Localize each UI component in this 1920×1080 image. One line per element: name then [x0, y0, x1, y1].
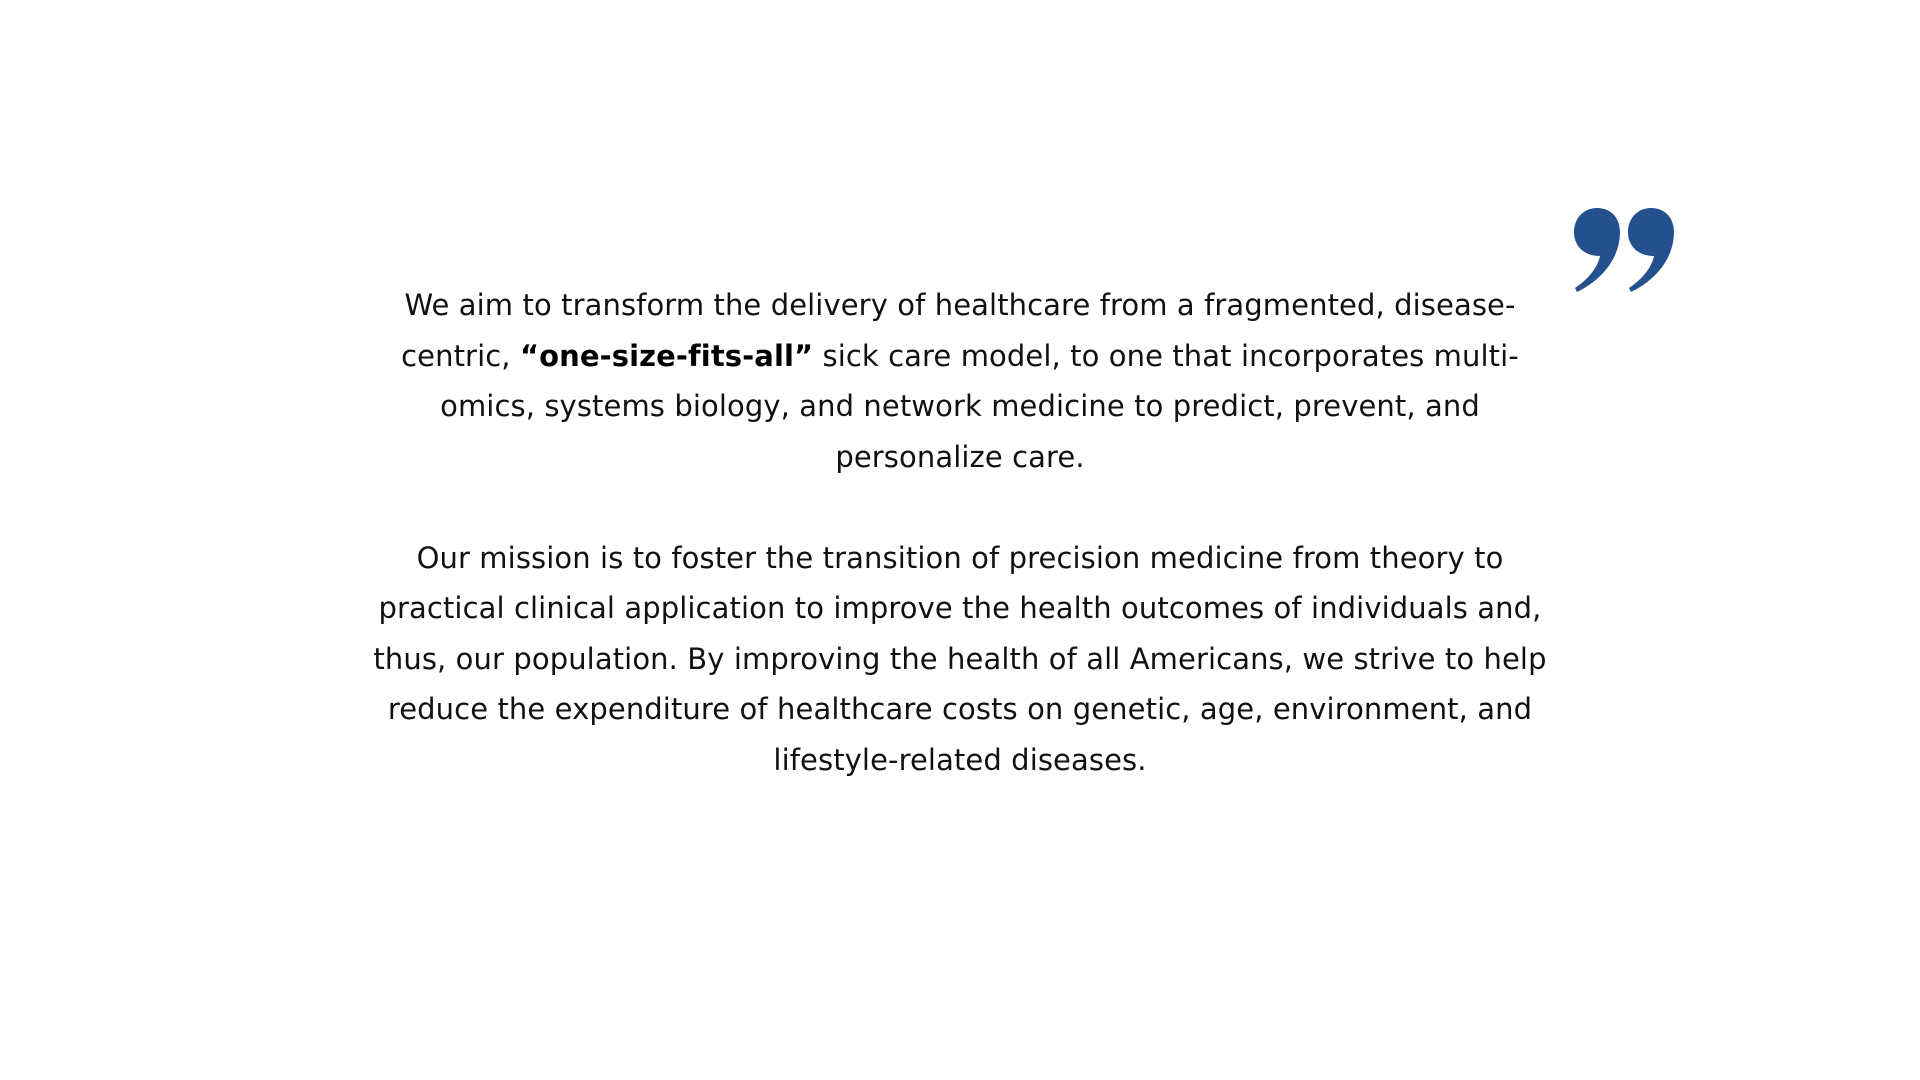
vision-paragraph [360, 280, 1560, 482]
vision-text-end: sick care model, to one that incorporates multi-omics, systems biology, and network medicine to predict, prevent, and personalize care. [440, 338, 1519, 474]
mission-text-block [360, 280, 1560, 785]
mission-paragraph: Our mission is to foster the transition of precision medicine from theory to practical clinical application to improve the health outcomes of individuals and, thus, our population. By improving the health of all Americans, we strive to help reduce the expenditure of healthcare costs on genetic, age, environment, and lifestyle-related diseases. [373, 540, 1547, 777]
one-size-fits-all-emphasis: “one-size-fits-all” [519, 338, 814, 373]
closing-quote-icon [1572, 208, 1676, 292]
vision-text-start: We aim to transform the delivery of healthcare from a fragmented, disease-centric, [401, 288, 1516, 373]
